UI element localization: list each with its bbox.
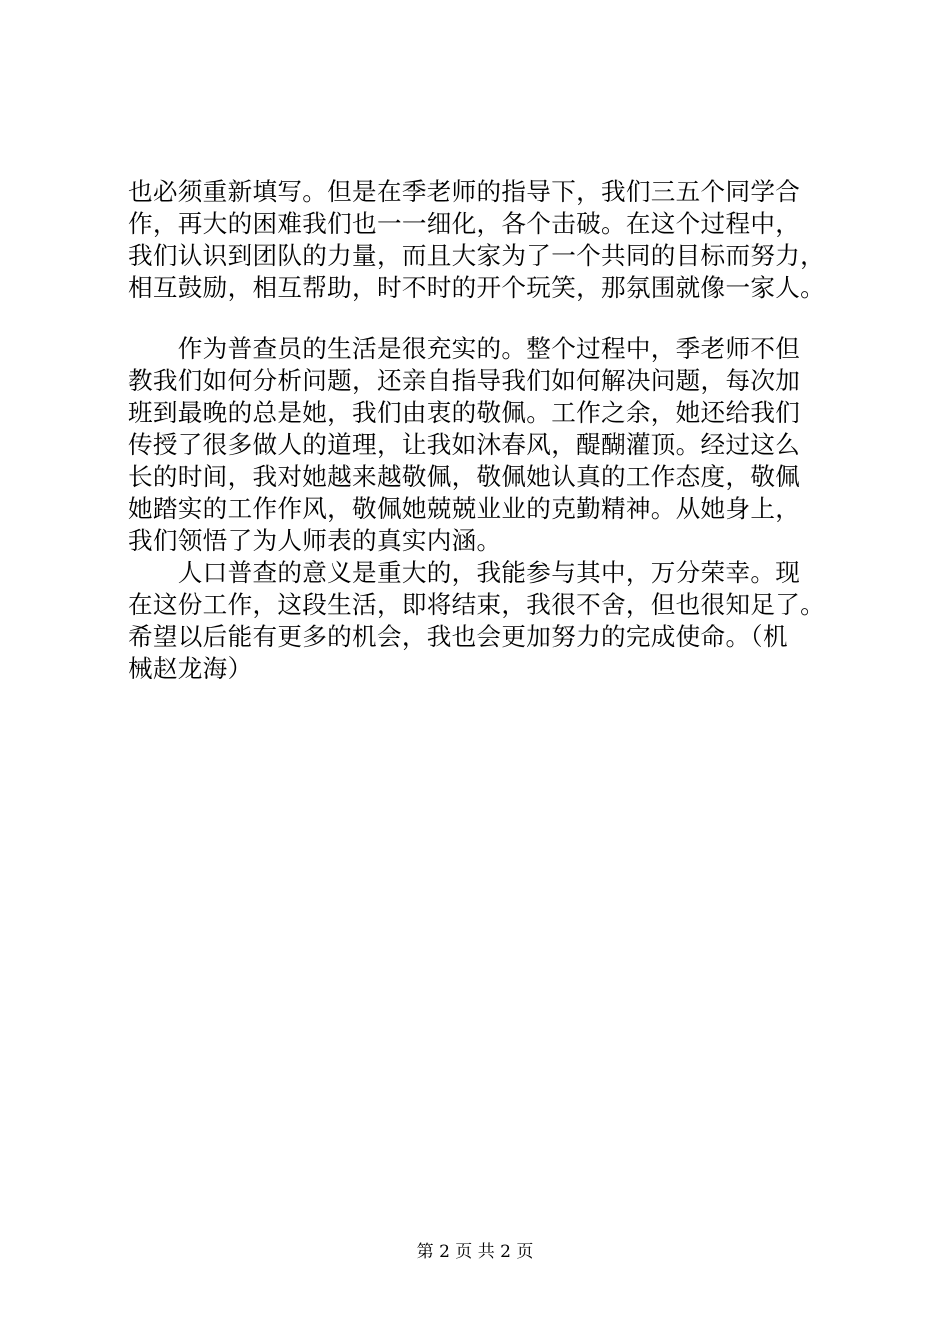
page-number-footer: 第 2 页 共 2 页 — [416, 1242, 534, 1262]
paragraph-2-line-4: 传授了很多做人的道理，让我如沐春风，醍醐灌顶。经过这么 — [128, 430, 801, 459]
paragraph-1-line-4: 相互鼓励，相互帮助，时不时的开个玩笑，那氛围就像一家人。 — [128, 273, 826, 302]
paragraph-2-line-5: 长的时间，我对她越来越敬佩，敬佩她认真的工作态度，敬佩 — [128, 462, 801, 491]
paragraph-1-line-2: 作，再大的困难我们也一一细化，各个击破。在这个过程中， — [128, 209, 801, 238]
paragraph-3-line-2: 在这份工作，这段生活，即将结束，我很不舍，但也很知足了。 — [128, 590, 826, 619]
paragraph-1-line-1: 也必须重新填写。但是在季老师的指导下，我们三五个同学合 — [128, 177, 801, 206]
paragraph-2-line-7: 我们领悟了为人师表的真实内涵。 — [128, 526, 502, 555]
paragraph-2-line-6: 她踏实的工作作风，敬佩她兢兢业业的克勤精神。从她身上， — [128, 494, 801, 523]
paragraph-1-line-3: 我们认识到团队的力量，而且大家为了一个共同的目标而努力， — [128, 241, 826, 270]
paragraph-3-line-3: 希望以后能有更多的机会，我也会更加努力的完成使命。（机 — [128, 622, 788, 651]
paragraph-2-line-1: 作为普查员的生活是很充实的。整个过程中，季老师不但 — [128, 334, 801, 363]
paragraph-2-line-2: 教我们如何分析问题，还亲自指导我们如何解决问题，每次加 — [128, 366, 801, 395]
paragraph-3-line-1: 人口普查的意义是重大的，我能参与其中，万分荣幸。现 — [128, 558, 801, 587]
paragraph-2-line-3: 班到最晚的总是她，我们由衷的敬佩。工作之余，她还给我们 — [128, 398, 801, 427]
paragraph-3-line-4: 械赵龙海） — [128, 654, 253, 683]
